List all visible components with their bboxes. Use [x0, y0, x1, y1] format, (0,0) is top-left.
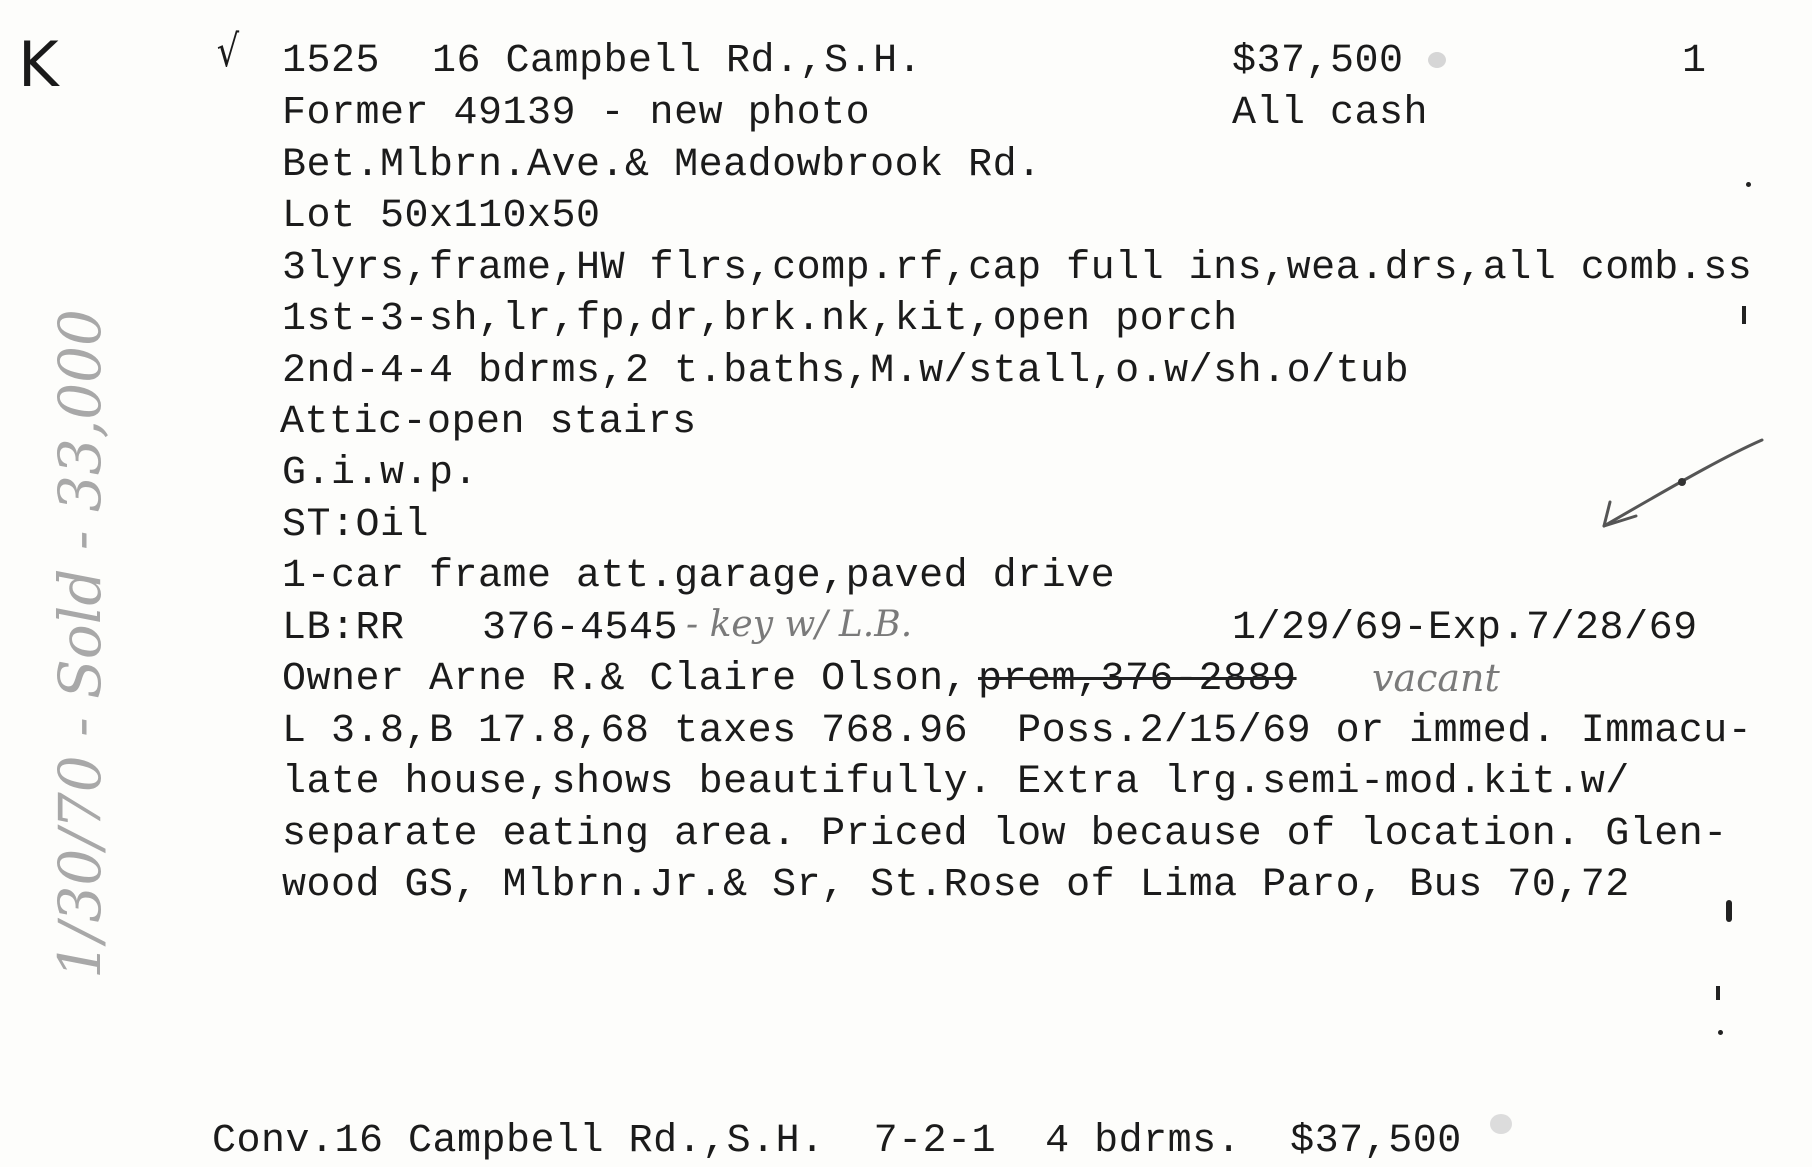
- lot-size: Lot 50x110x50: [282, 194, 601, 239]
- terms: All cash: [1232, 91, 1429, 136]
- stray-mark-4: [1716, 986, 1720, 1000]
- stray-mark-3: [1726, 900, 1732, 922]
- remarks-line-4: wood GS, Mlbrn.Jr.& Sr, St.Rose of Lima Paro, Bus 70,72: [282, 863, 1630, 908]
- arrow-mark-icon: [1590, 430, 1780, 540]
- address: 16 Campbell Rd.,S.H.: [432, 39, 923, 84]
- stray-mark-2: [1742, 306, 1746, 324]
- remarks-line-2: late house,shows beautifully. Extra lrg.semi-mod.kit.w/: [282, 760, 1630, 805]
- footer-smudge: [1490, 1114, 1512, 1134]
- stray-mark-5: [1718, 1030, 1723, 1035]
- remarks-line-3: separate eating area. Priced low because of location. Glen-: [282, 812, 1728, 857]
- first-floor-line: 1st-3-sh,lr,fp,dr,brk.nk,kit,open porch: [282, 297, 1238, 342]
- vacant-note: vacant: [1372, 656, 1500, 700]
- attic-line: Attic-open stairs: [280, 400, 697, 445]
- second-floor-line: 2nd-4-4 bdrms,2 t.baths,M.w/stall,o.w/sh.o/tub: [282, 349, 1410, 394]
- owner-phone-struck: prem,376-2889: [978, 657, 1297, 702]
- page-number: 1: [1682, 39, 1707, 84]
- heat-line: ST:Oil: [282, 503, 430, 548]
- listing-number: 1525: [282, 39, 381, 84]
- check-mark-icon: √: [216, 26, 240, 77]
- lockbox: LB:RR: [282, 606, 405, 651]
- price-smudge: [1428, 52, 1446, 68]
- margin-note: 1/30/70 - Sold - 33,000: [46, 309, 114, 979]
- remarks-line-1: L 3.8,B 17.8,68 taxes 768.96 Poss.2/15/69 or immed. Immacu-: [282, 709, 1753, 754]
- location-line: Bet.Mlbrn.Ave.& Meadowbrook Rd.: [282, 143, 1042, 188]
- broker-phone: 376-4545: [482, 606, 679, 651]
- footer-summary: Conv.16 Campbell Rd.,S.H. 7-2-1 4 bdrms. $37,500: [212, 1119, 1462, 1164]
- corner-letter: K: [18, 28, 59, 101]
- listing-dates: 1/29/69-Exp.7/28/69: [1232, 606, 1698, 651]
- garage-line: 1-car frame att.garage,paved drive: [282, 554, 1116, 599]
- price: $37,500: [1232, 39, 1404, 84]
- former-listing: Former 49139 - new photo: [282, 91, 871, 136]
- owner: Owner Arne R.& Claire Olson,: [282, 657, 969, 702]
- construction-line: 3lyrs,frame,HW flrs,comp.rf,cap full ins,wea.drs,all comb.ss: [282, 246, 1753, 291]
- key-note: - key w/ L.B.: [686, 604, 913, 645]
- stray-mark-1: [1746, 182, 1751, 187]
- giwp-line: G.i.w.p.: [282, 451, 479, 496]
